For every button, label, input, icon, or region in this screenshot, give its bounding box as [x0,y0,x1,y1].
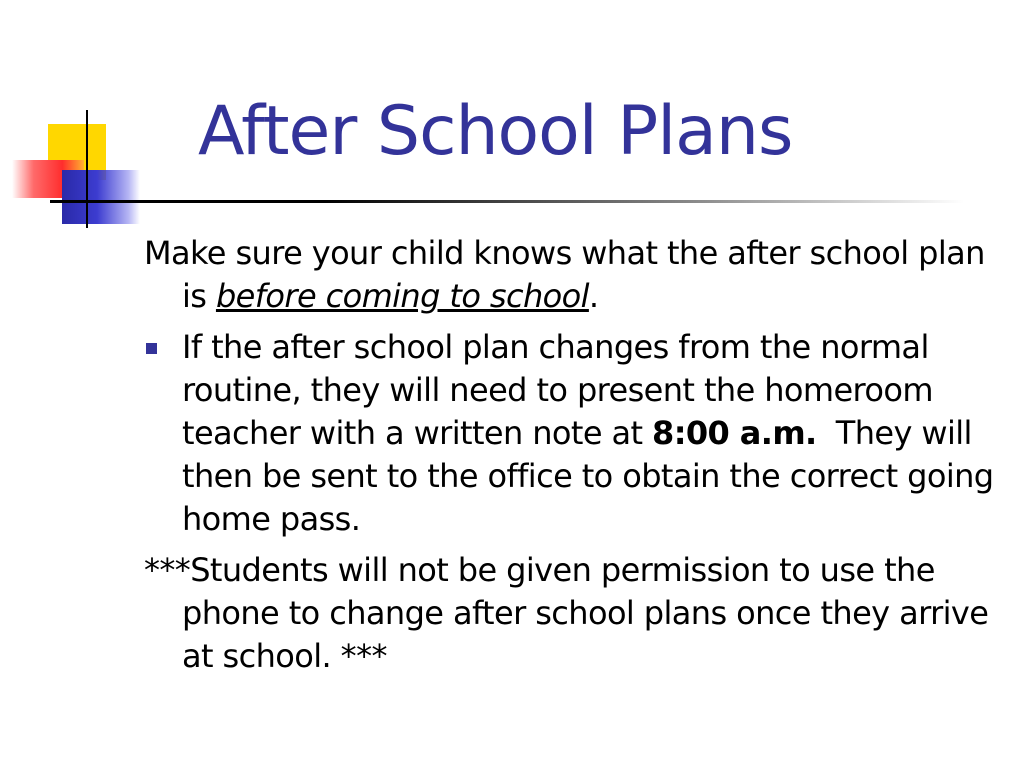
paragraph-lead-text: Make sure your child knows what the after school plan is [144,234,985,315]
square-bullet-icon [146,343,157,354]
slide-body [144,232,1004,686]
paragraph-plan-reminder [144,232,1004,318]
paragraph-phone-policy: ***Students will not be given permission to use the phone to change after school plans once they arrive at school. *** [144,551,989,675]
bullet-lead-text: If the after school plan changes from the normal routine, they will need to present the homeroom teacher with a written note at [182,328,933,452]
bullet-time-text: 8:00 a.m. [652,414,817,452]
paragraph-tail-text: . [588,277,599,315]
blue-square [62,170,140,224]
emphasis-text: before coming to school [215,277,589,315]
vertical-rule [86,110,88,228]
bullet-item-plan-change [144,326,1004,541]
logo-decoration [0,0,150,240]
title-underline-rule [50,200,964,203]
bullet-tail-text: They will then be sent to the office to obtain the correct going home pass. [182,414,1004,538]
slide-title: After School Plans [198,92,793,171]
